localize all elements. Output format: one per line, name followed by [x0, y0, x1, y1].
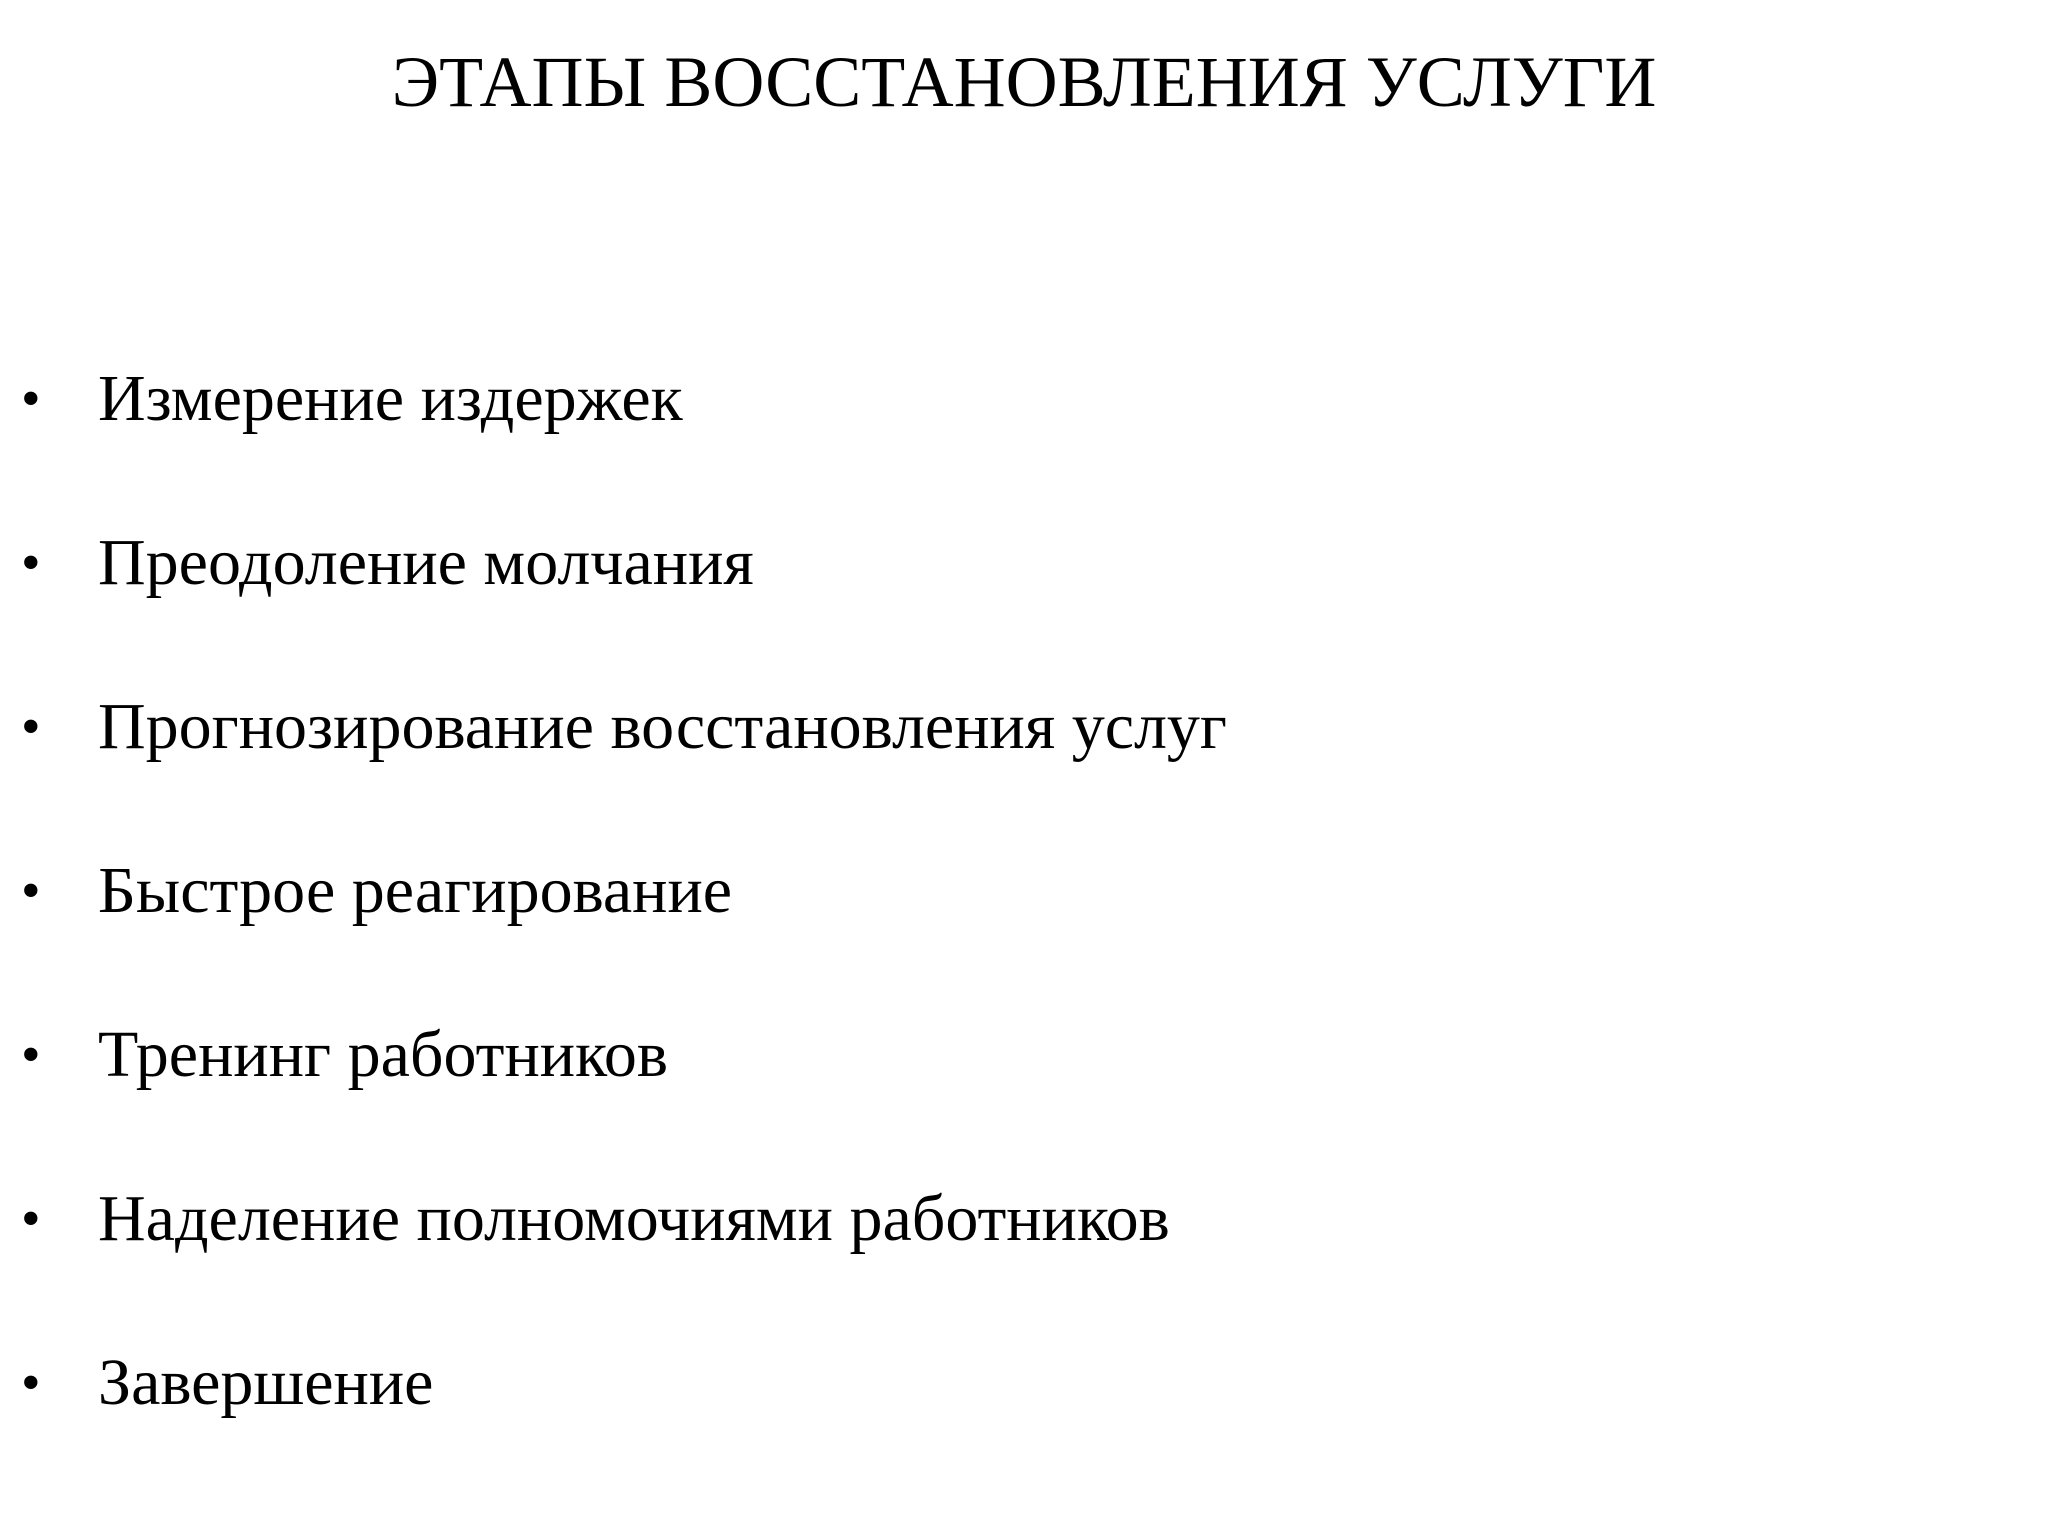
list-item-text: Наделение полномочиями работников [98, 1182, 1170, 1255]
list-item-text: Завершение [98, 1346, 434, 1419]
list-item [0, 352, 2048, 516]
list-item [0, 516, 2048, 680]
list-item [0, 1336, 2048, 1500]
list-item-text: Тренинг работников [98, 1018, 668, 1091]
list-item [0, 1008, 2048, 1172]
list-item [0, 844, 2048, 1008]
list-item-text: Прогнозирование восстановления услуг [98, 690, 1227, 763]
bullet-icon: • [21, 532, 41, 594]
bullet-icon: • [21, 860, 41, 922]
list-item-text: Быстрое реагирование [98, 854, 733, 927]
list-item-text: Преодоление молчания [98, 526, 754, 599]
bullet-icon: • [21, 1352, 41, 1414]
bullet-list [0, 352, 2048, 1500]
list-item [0, 1172, 2048, 1336]
list-item-text: Измерение издержек [98, 362, 683, 435]
bullet-icon: • [21, 368, 41, 430]
bullet-icon: • [21, 1188, 41, 1250]
list-item [0, 680, 2048, 844]
bullet-icon: • [21, 696, 41, 758]
bullet-icon: • [21, 1024, 41, 1086]
slide-title: ЭТАПЫ ВОССТАНОВЛЕНИЯ УСЛУГИ [391, 42, 1657, 122]
